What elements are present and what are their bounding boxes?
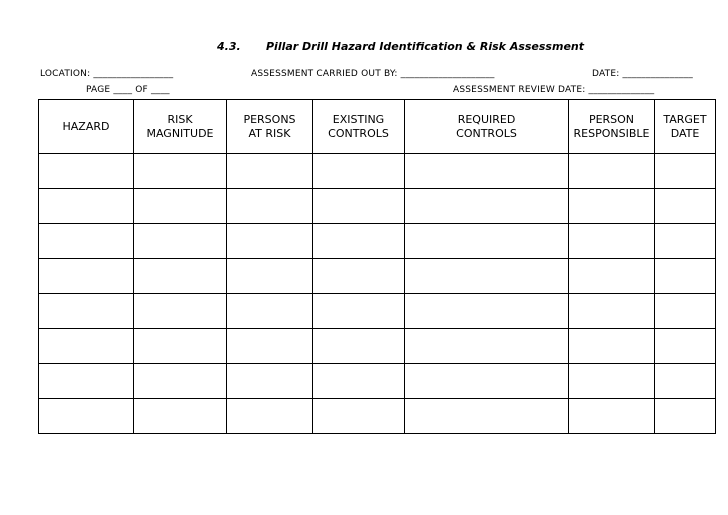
table-row xyxy=(39,189,716,224)
table-cell[interactable] xyxy=(405,259,569,294)
table-cell[interactable] xyxy=(655,154,716,189)
table-row xyxy=(39,294,716,329)
table-cell[interactable] xyxy=(313,329,405,364)
table-row xyxy=(39,224,716,259)
risk-assessment-table xyxy=(38,99,716,434)
col-header-hazard: HAZARD xyxy=(39,100,134,154)
table-row xyxy=(39,259,716,294)
table-cell[interactable] xyxy=(405,154,569,189)
table-cell[interactable] xyxy=(134,189,227,224)
table-cell[interactable] xyxy=(569,154,655,189)
table-cell[interactable] xyxy=(405,364,569,399)
table-row xyxy=(39,399,716,434)
table-cell[interactable] xyxy=(313,294,405,329)
page-field[interactable]: PAGE ____ OF ____ xyxy=(86,85,170,95)
table-cell[interactable] xyxy=(405,224,569,259)
table-cell[interactable] xyxy=(227,294,313,329)
table-cell[interactable] xyxy=(569,399,655,434)
table-cell[interactable] xyxy=(655,224,716,259)
table-cell[interactable] xyxy=(655,329,716,364)
review-date-field[interactable]: ASSESSMENT REVIEW DATE: ______________ xyxy=(453,85,655,95)
table-cell[interactable] xyxy=(134,399,227,434)
table-cell[interactable] xyxy=(655,259,716,294)
col-header-person-responsible: PERSON RESPONSIBLE xyxy=(569,100,655,154)
table-cell[interactable] xyxy=(39,259,134,294)
table-cell[interactable] xyxy=(313,364,405,399)
table-cell[interactable] xyxy=(313,224,405,259)
table-cell[interactable] xyxy=(39,154,134,189)
table-cell[interactable] xyxy=(39,189,134,224)
title-text: Pillar Drill Hazard Identification & Risk Assessment xyxy=(266,40,584,53)
table-cell[interactable] xyxy=(313,259,405,294)
header-row xyxy=(39,100,716,154)
table-cell[interactable] xyxy=(313,399,405,434)
table-cell[interactable] xyxy=(39,399,134,434)
table-cell[interactable] xyxy=(227,329,313,364)
table-cell[interactable] xyxy=(227,364,313,399)
table-cell[interactable] xyxy=(569,329,655,364)
table-cell[interactable] xyxy=(134,259,227,294)
table-cell[interactable] xyxy=(405,189,569,224)
table-row xyxy=(39,154,716,189)
table-cell[interactable] xyxy=(655,399,716,434)
table-cell[interactable] xyxy=(655,189,716,224)
table-cell[interactable] xyxy=(569,259,655,294)
date-field[interactable]: DATE: _______________ xyxy=(592,69,694,79)
table-row xyxy=(39,329,716,364)
table-cell[interactable] xyxy=(134,329,227,364)
assessment-by-field[interactable]: ASSESSMENT CARRIED OUT BY: ____________________ xyxy=(251,69,495,79)
table-cell[interactable] xyxy=(134,154,227,189)
table-body xyxy=(39,154,716,434)
table-cell[interactable] xyxy=(39,294,134,329)
table-cell[interactable] xyxy=(134,364,227,399)
col-header-existing-controls: EXISTING CONTROLS xyxy=(313,100,405,154)
table-cell[interactable] xyxy=(405,294,569,329)
table-cell[interactable] xyxy=(569,224,655,259)
table-cell[interactable] xyxy=(227,259,313,294)
col-header-persons-at-risk: PERSONS AT RISK xyxy=(227,100,313,154)
table-cell[interactable] xyxy=(569,189,655,224)
table-cell[interactable] xyxy=(39,329,134,364)
table-row xyxy=(39,364,716,399)
table-cell[interactable] xyxy=(655,294,716,329)
table-cell[interactable] xyxy=(569,294,655,329)
table-cell[interactable] xyxy=(227,399,313,434)
table-cell[interactable] xyxy=(227,154,313,189)
table-cell[interactable] xyxy=(405,399,569,434)
section-number: 4.3. xyxy=(217,40,241,53)
table-cell[interactable] xyxy=(227,224,313,259)
table-cell[interactable] xyxy=(405,329,569,364)
location-field[interactable]: LOCATION: _________________ xyxy=(40,69,174,79)
table-cell[interactable] xyxy=(313,154,405,189)
table-cell[interactable] xyxy=(313,189,405,224)
table-cell[interactable] xyxy=(569,364,655,399)
table-cell[interactable] xyxy=(39,224,134,259)
table-cell[interactable] xyxy=(227,189,313,224)
table-cell[interactable] xyxy=(655,364,716,399)
table-cell[interactable] xyxy=(39,364,134,399)
table-cell[interactable] xyxy=(134,224,227,259)
col-header-target-date: TARGET DATE xyxy=(655,100,716,154)
col-header-required-controls: REQUIRED CONTROLS xyxy=(405,100,569,154)
table-cell[interactable] xyxy=(134,294,227,329)
col-header-risk-magnitude: RISK MAGNITUDE xyxy=(134,100,227,154)
